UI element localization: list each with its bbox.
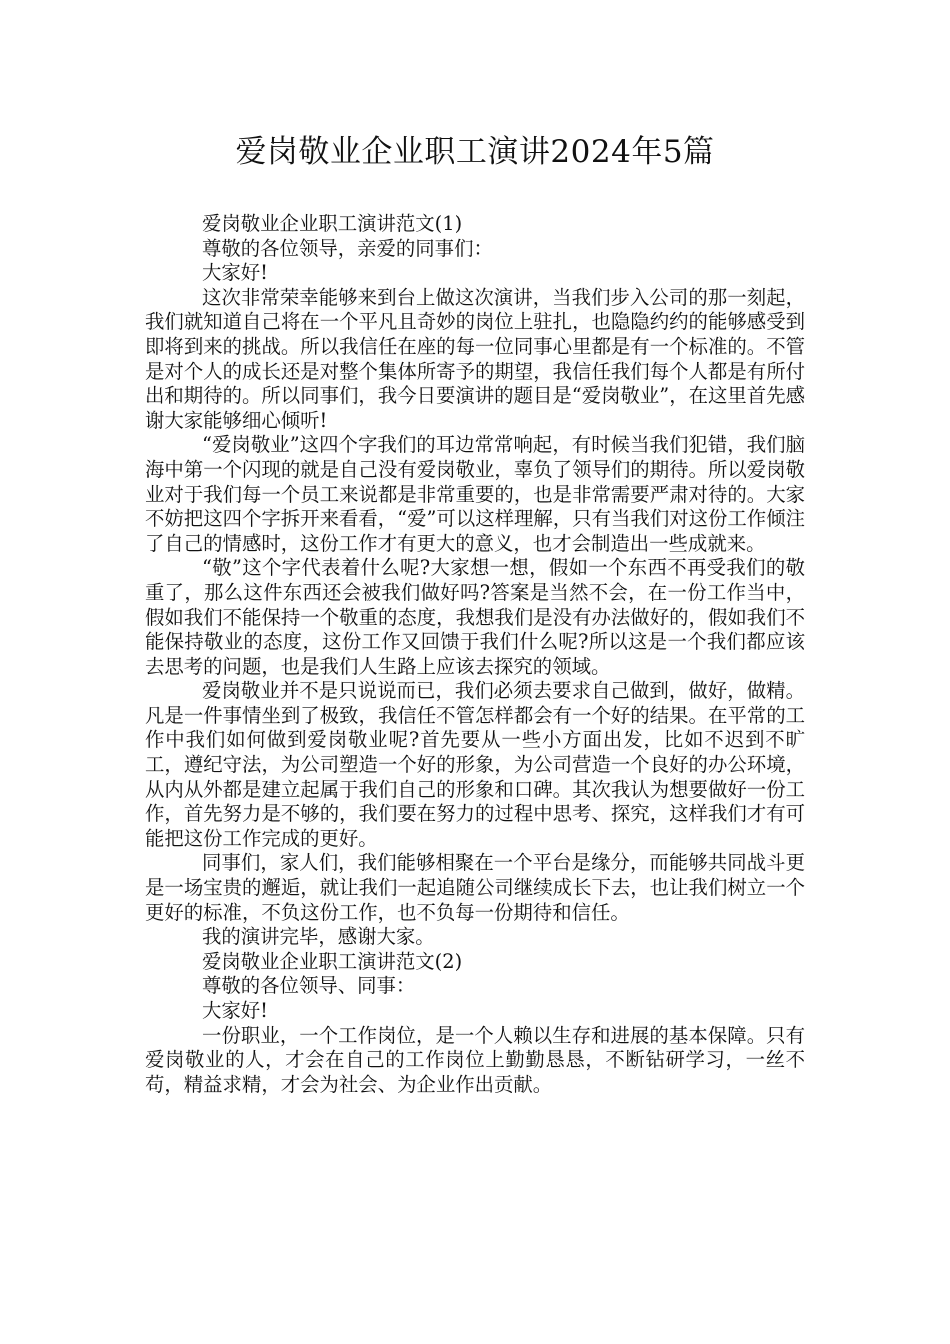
- document-title: 爱岗敬业企业职工演讲2024年5篇: [235, 134, 715, 170]
- speech-1-closing: 我的演讲完毕，感谢大家。: [202, 925, 435, 949]
- speech-2-heading: 爱岗敬业企业职工演讲范文(2): [202, 949, 463, 973]
- speech-1-paragraph-1: 这次非常荣幸能够来到台上做这次演讲，当我们步入公司的那一刻起，我们就知道自己将在一个平凡且奇妙的岗位上驻扎，也隐隐约约的能够感受到即将到来的挑战。所以我信任在座的每一位同事心里都是有一个标准的。不管是对个人的成长还是对整个集体所寄予的期望，我信任我们每个人都是有所付出和期待的。所以同事们，我今日要演讲的题目是“爱岗敬业”，在这里首先感谢大家能够细心倾听!: [145, 285, 805, 432]
- document-page: [145, 126, 805, 1097]
- speech-2-paragraph-1: 一份职业，一个工作岗位，是一个人赖以生存和进展的基本保障。只有爱岗敬业的人，才会在自己的工作岗位上勤勤恳恳，不断钻研学习，一丝不苟，精益求精，才会为社会、为企业作出贡献。: [145, 1023, 805, 1096]
- speech-1-paragraph-3: “敬”这个字代表着什么呢?大家想一想，假如一个东西不再受我们的敬重了，那么这件东西还会被我们做好吗?答案是当然不会，在一份工作当中，假如我们不能保持一个敬重的态度，我想我们是没有办法做好的，假如我们不能保持敬业的态度，这份工作又回馈于我们什么呢?所以这是一个我们都应该去思考的问题，也是我们人生路上应该去探究的领域。: [145, 556, 805, 678]
- speech-2-greeting: 大家好!: [202, 999, 268, 1022]
- speech-1-greeting: 大家好!: [202, 261, 268, 285]
- speech-1-heading: 爱岗敬业企业职工演讲范文(1): [202, 212, 463, 235]
- speech-1-paragraph-5: 同事们，家人们，我们能够相聚在一个平台是缘分，而能够共同战斗更是一场宝贵的邂逅，就让我们一起追随公司继续成长下去，也让我们树立一个更好的标准，不负这份工作，也不负每一份期待和信任。: [145, 851, 805, 924]
- speech-1-paragraph-4: 爱岗敬业并不是只说说而已，我们必须去要求自己做到，做好，做精。凡是一件事情坐到了极致，我信任不管怎样都会有一个好的结果。在平常的工作中我们如何做到爱岗敬业呢?首先要从一些小方面出发，比如不迟到不旷工，遵纪守法，为公司塑造一个好的形象，为公司营造一个良好的办公环境，从内从外都是建立起属于我们自己的形象和口碑。其次我认为想要做好一份工作，首先努力是不够的，我们要在努力的过程中思考、探究，这样我们才有可能把这份工作完成的更好。: [145, 679, 805, 850]
- speech-1-salutation: 尊敬的各位领导，亲爱的同事们：: [202, 236, 493, 260]
- speech-1-paragraph-2: “爱岗敬业”这四个字我们的耳边常常响起，有时候当我们犯错，我们脑海中第一个闪现的就是自己没有爱岗敬业，辜负了领导们的期待。所以爱岗敬业对于我们每一个员工来说都是非常重要的，也是非常需要严肃对待的。大家不妨把这四个字拆开来看看，“爱”可以这样理解，只有当我们对这份工作倾注了自己的情感时，这份工作才有更大的意义，也才会制造出一些成就来。: [145, 433, 805, 555]
- speech-2-salutation: 尊敬的各位领导、同事：: [202, 974, 416, 998]
